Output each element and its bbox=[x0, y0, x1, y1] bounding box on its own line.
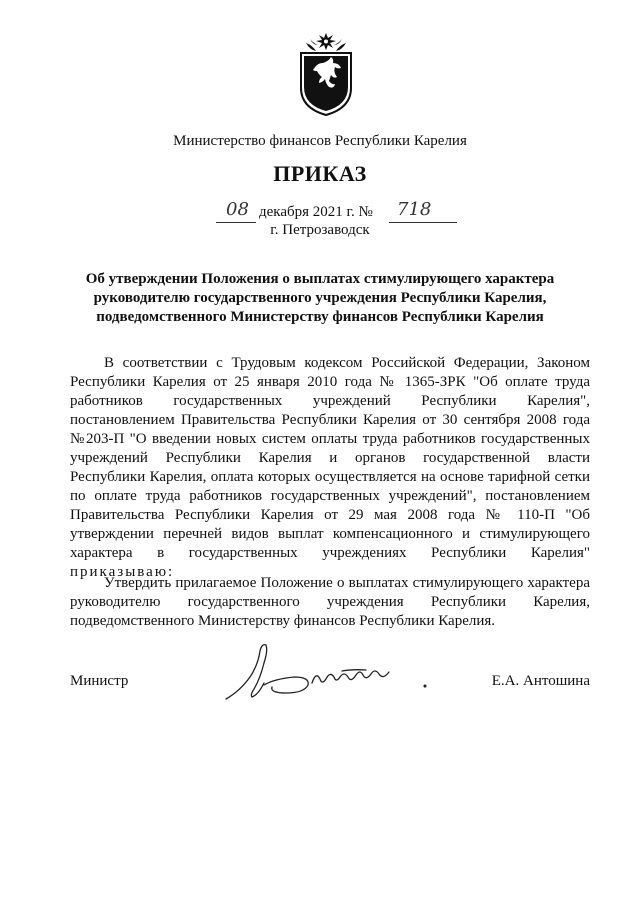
title-line: подведомственного Министерству финансов Республики Карелия bbox=[96, 309, 544, 325]
text-line: приказываю: bbox=[70, 564, 175, 580]
document-type: ПРИКАЗ bbox=[273, 161, 367, 186]
text-line: по оплате труда работников государственных учреждений", постановлением bbox=[70, 488, 590, 504]
text-line: В соответствии с Трудовым кодексом Российской Федерации, Законом bbox=[104, 355, 590, 371]
text-line: Утвердить прилагаемое Положение о выплатах стимулирующего характера bbox=[104, 575, 590, 591]
date-day: 08 bbox=[226, 199, 249, 220]
text-line: характера в государственных учреждениях Республики Карелия" bbox=[70, 545, 590, 561]
text-line: Правительства Республики Карелия от 29 мая 2008 года № 110-П "Об bbox=[70, 507, 590, 523]
text-line: утверждении перечней видов выплат компенсационного и стимулирующего bbox=[70, 526, 590, 542]
title-line: руководителю государственного учреждения Республики Карелия, bbox=[93, 290, 547, 306]
text-line: Республики Карелия от 25 января 2010 года № 1365-ЗРК "Об оплате труда bbox=[70, 374, 590, 390]
signer-name: Е.А. Антошина bbox=[491, 673, 590, 689]
date-number-line bbox=[0, 199, 640, 224]
ministry-name: Министерство финансов Республики Карелия bbox=[173, 133, 467, 149]
city: г. Петрозаводск bbox=[270, 222, 370, 238]
date-month-year: декабря 2021 г. № bbox=[259, 204, 373, 220]
text-line: работников государственных учреждений Республики Карелия", bbox=[70, 393, 590, 409]
paragraph-1 bbox=[70, 354, 590, 582]
signature-block bbox=[70, 673, 590, 695]
text-line: постановлением Правительства Республики Карелия от 30 сентября 2008 года bbox=[70, 412, 590, 428]
order-number: 718 bbox=[397, 199, 432, 220]
document-title bbox=[60, 270, 580, 327]
text-line: учреждений Республики Карелия и органов государственной власти bbox=[70, 450, 590, 466]
text-line: Республики Карелия, оплата которых осуществляется на основе тарифной сетки bbox=[70, 469, 590, 485]
text-line: руководителю государственного учреждения Республики Карелия, bbox=[70, 594, 590, 610]
coat-of-arms-icon bbox=[296, 33, 356, 117]
signer-position: Министр bbox=[70, 673, 129, 689]
paragraph-2 bbox=[70, 574, 590, 631]
title-line: Об утверждении Положения о выплатах стимулирующего характера bbox=[85, 271, 555, 287]
text-line: №203-П "О введении новых систем оплаты труда работников государственных bbox=[70, 431, 590, 447]
text-line: подведомственного Министерству финансов Республики Карелия. bbox=[70, 613, 496, 629]
